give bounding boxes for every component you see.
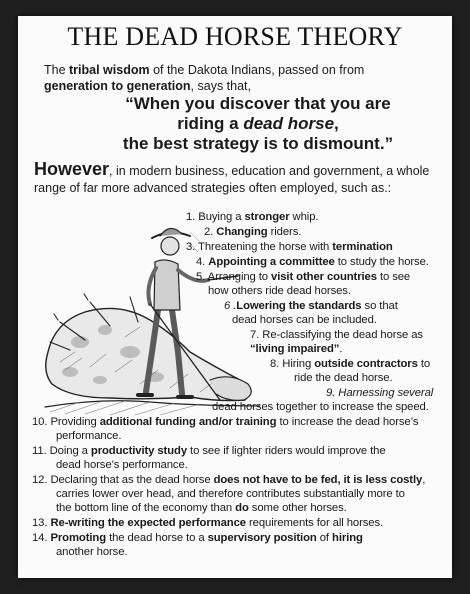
poster <box>18 16 452 578</box>
intro-part: The <box>44 63 70 77</box>
item-text: . <box>339 343 343 355</box>
strategy-item-7 <box>250 328 423 342</box>
item-text: 5. Arranging to <box>196 271 272 283</box>
however-text: , in modern business, education and government, a whole <box>109 164 430 178</box>
item-bold: Re-writing the expected performance <box>50 517 246 529</box>
item-text: 2. <box>204 226 217 238</box>
page-title: THE DEAD HORSE THEORY <box>67 22 403 51</box>
item-bold: Promoting <box>50 532 107 544</box>
item-text: dead horses together to increase the speed. <box>212 401 429 413</box>
intro-part: of the Dakota Indians, passed on from <box>149 63 365 77</box>
strategy-item-14-cont <box>56 545 127 559</box>
item-text: 1. Buying a <box>186 211 245 223</box>
quote-line: “When you discover that you are <box>125 94 391 113</box>
strategy-item-11 <box>32 444 386 458</box>
item-text: 7. Re-classifying the dead horse as <box>250 329 423 341</box>
item-number: 6 . <box>224 300 237 312</box>
strategy-item-5 <box>196 270 410 284</box>
item-text: 14. <box>32 532 51 544</box>
item-text: 10. Providing <box>32 416 100 428</box>
item-bold: hiring <box>332 532 363 544</box>
strategy-item-12 <box>32 473 425 487</box>
item-text: riders. <box>267 226 302 238</box>
item-bold: do <box>235 502 249 514</box>
item-text: to see if lighter riders would improve the <box>187 445 386 457</box>
item-text: the dead horse to a <box>106 532 208 544</box>
item-text: performance. <box>56 430 122 442</box>
item-bold: Appointing a committee <box>208 256 335 268</box>
item-bold: visit other countries <box>271 271 377 283</box>
however-paragraph <box>34 161 446 197</box>
item-text: 3. Threatening the horse with <box>186 241 333 253</box>
item-bold: productivity study <box>90 445 188 457</box>
item-text: carries lower over head, and therefore contributes substantially more to <box>56 488 405 500</box>
item-text: 12. Declaring that as the dead horse <box>32 474 214 486</box>
item-text: ride the dead horse. <box>294 372 393 384</box>
strategy-item-2 <box>204 225 301 239</box>
item-text: to increase the dead horse’s <box>276 416 419 428</box>
quote-line: riding a <box>177 114 244 133</box>
intro-bold: generation to generation <box>44 79 191 93</box>
strategy-item-12-cont2 <box>56 501 347 515</box>
item-text: 8. Hiring <box>270 358 315 370</box>
however-word: However <box>34 159 110 179</box>
strategy-item-6 <box>224 299 398 313</box>
item-text: to <box>417 358 431 370</box>
strategy-item-13 <box>32 516 383 530</box>
quote-line: , <box>334 114 339 133</box>
strategy-item-3 <box>186 240 393 254</box>
dakota-quote <box>78 94 438 154</box>
item-text: , <box>422 474 426 486</box>
however-text: range of far more advanced strategies often employed, such as.: <box>34 181 392 195</box>
item-text: of <box>316 532 333 544</box>
item-text: requirements for all horses. <box>245 517 384 529</box>
strategy-item-1 <box>186 210 318 224</box>
item-text: dead horses can be included. <box>232 314 377 326</box>
item-text: the bottom line of the economy than <box>56 502 236 514</box>
item-text: so that <box>361 300 398 312</box>
intro-part: , says that, <box>190 79 251 93</box>
item-text: some other horses. <box>248 502 347 514</box>
intro-text <box>44 62 444 94</box>
item-text: to see <box>376 271 411 283</box>
strategy-item-10-cont <box>56 429 121 443</box>
strategy-item-7-cont <box>250 342 342 356</box>
strategy-item-12-cont <box>56 487 405 501</box>
intro-bold: tribal wisdom <box>69 63 150 77</box>
item-text: how others ride dead horses. <box>208 285 351 297</box>
item-text: 9. Harnessing several <box>326 387 434 399</box>
item-bold: additional funding and/or training <box>99 416 277 428</box>
strategy-item-8-cont <box>294 371 393 385</box>
item-bold: stronger <box>244 211 290 223</box>
item-bold: supervisory position <box>207 532 317 544</box>
item-bold: outside contractors <box>314 358 418 370</box>
strategy-item-9 <box>326 386 433 400</box>
item-bold: “living impaired” <box>250 343 340 355</box>
strategy-item-10 <box>32 415 418 429</box>
item-text: 11. Doing a <box>32 445 91 457</box>
strategy-item-6-cont <box>232 313 377 327</box>
item-bold: Changing <box>216 226 268 238</box>
strategy-item-4 <box>196 255 429 269</box>
strategy-item-9-cont <box>212 400 429 414</box>
item-bold: Lowering the standards <box>236 300 362 312</box>
item-text: another horse. <box>56 546 128 558</box>
item-text: dead horse’s performance. <box>56 459 188 471</box>
quote-line: the best strategy is to dismount.” <box>122 134 394 153</box>
strategy-item-14 <box>32 531 363 545</box>
strategy-item-8 <box>270 357 430 371</box>
item-bold: termination <box>332 241 393 253</box>
item-text: 13. <box>32 517 51 529</box>
strategy-item-11-cont <box>56 458 188 472</box>
item-text: whip. <box>289 211 319 223</box>
item-bold: does not have to be fed, it is less costly <box>213 474 423 486</box>
quote-emphasis: dead horse <box>243 114 335 133</box>
item-text: 4. <box>196 256 209 268</box>
strategy-item-5-cont <box>208 284 351 298</box>
item-text: to study the horse. <box>334 256 429 268</box>
